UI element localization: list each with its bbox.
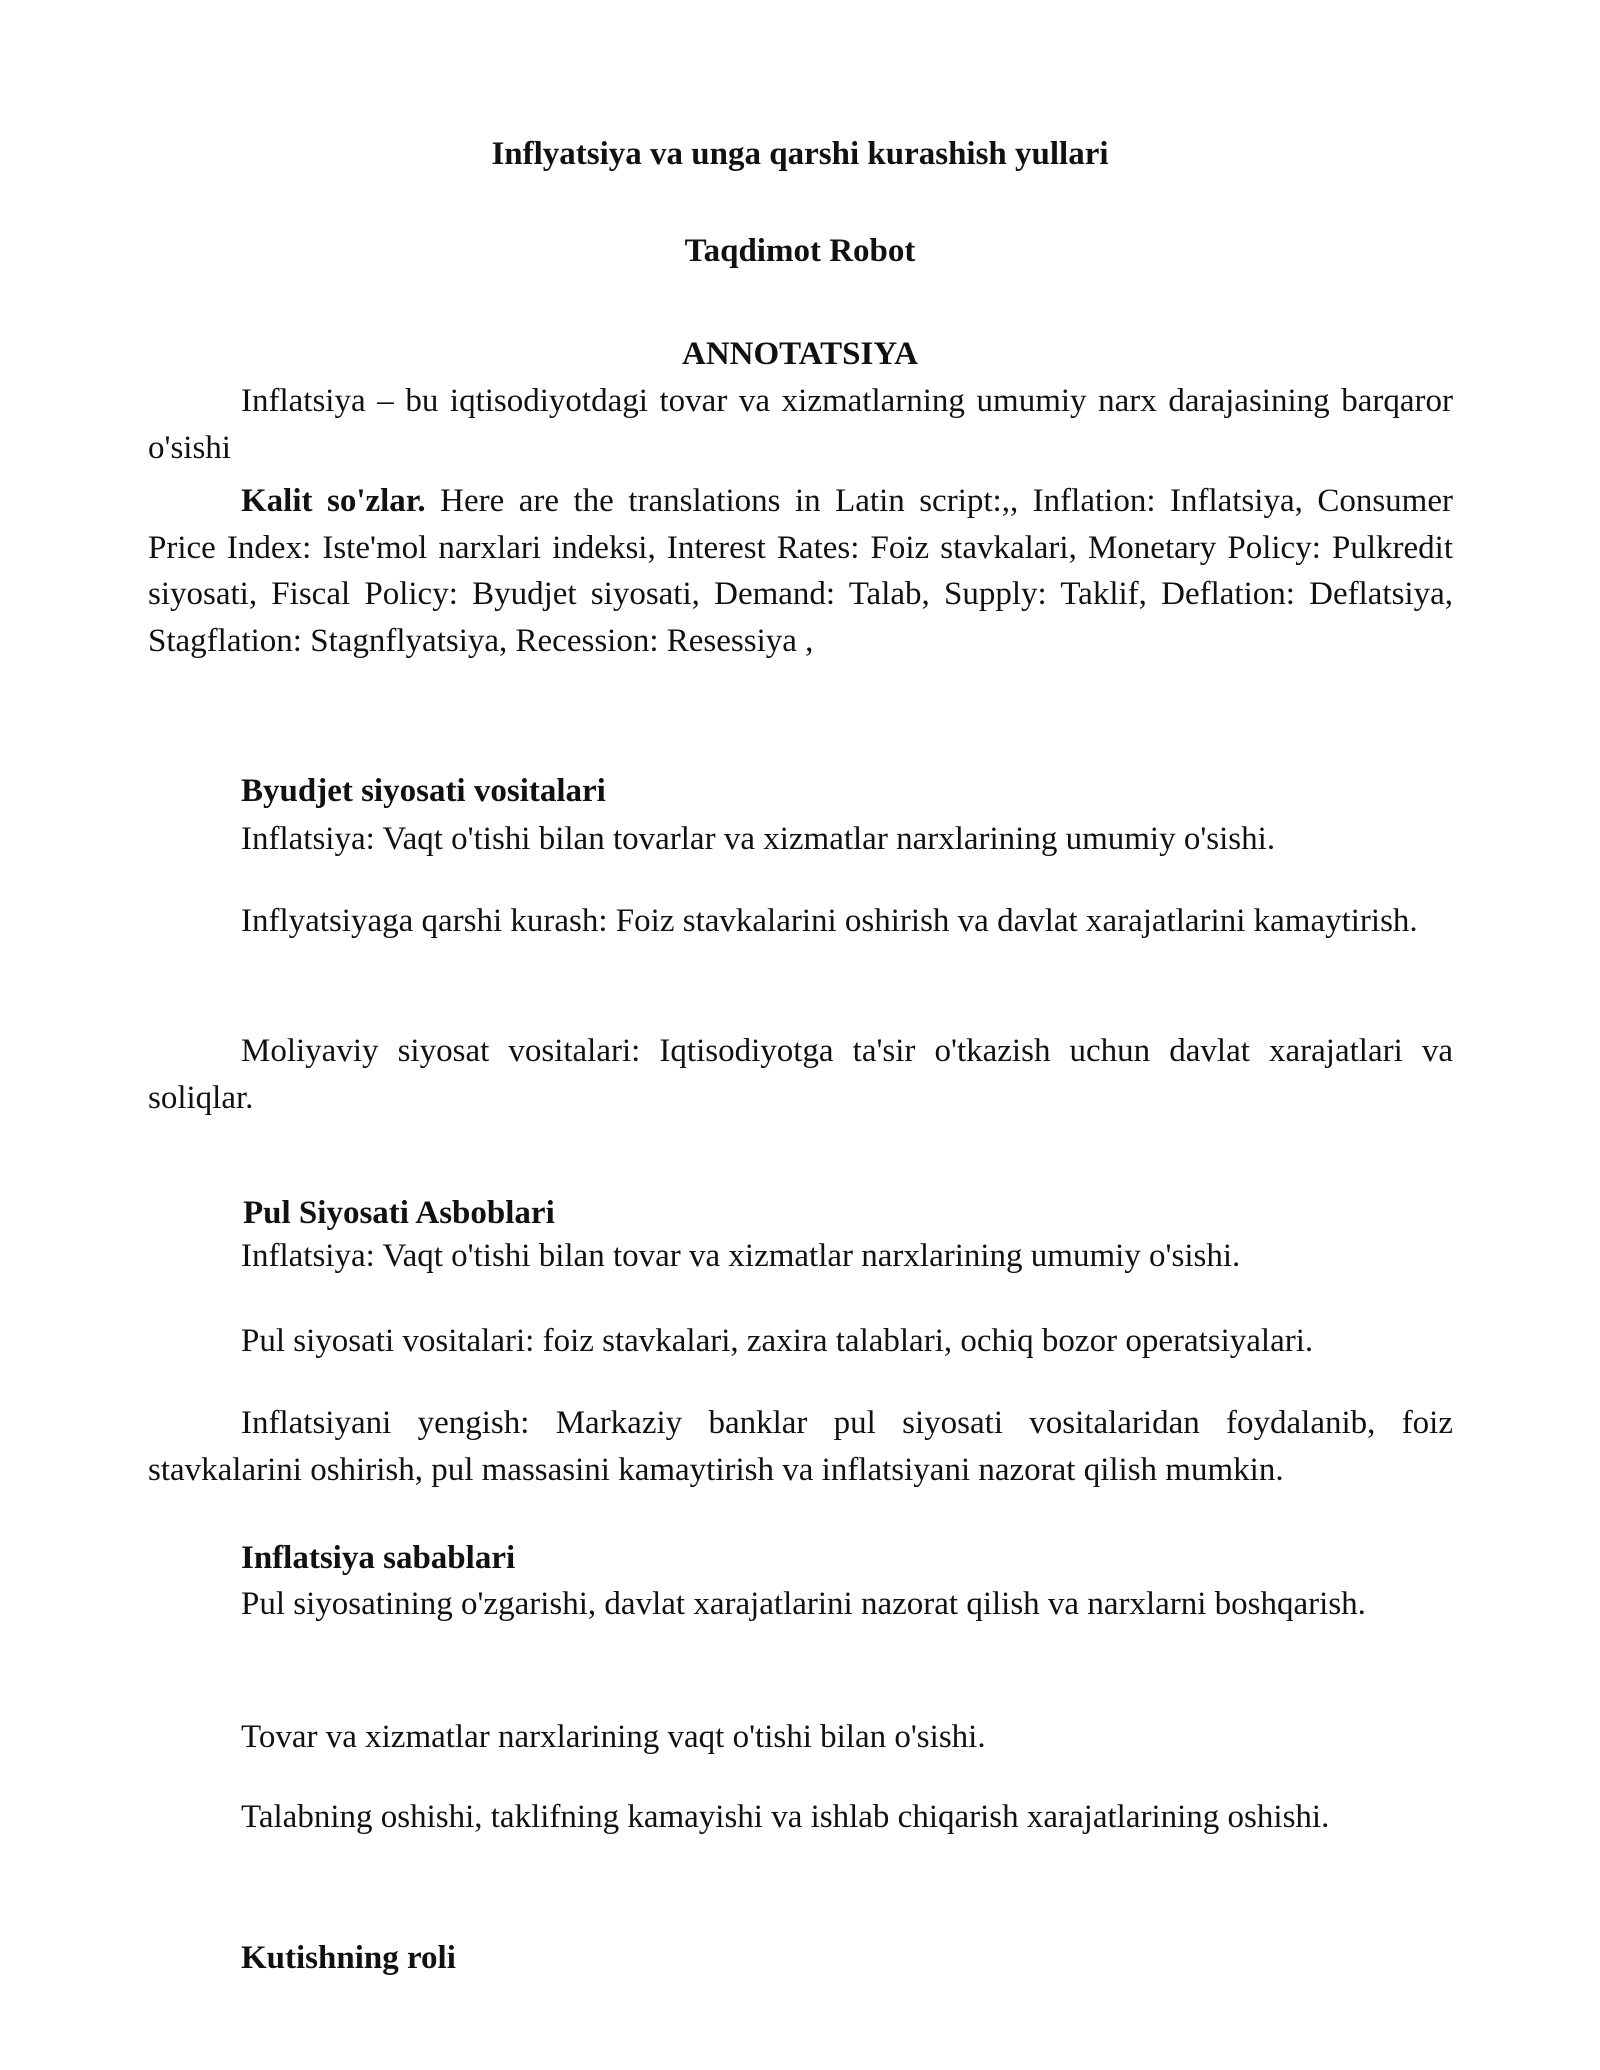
section-heading: Byudjet siyosati vositalari (241, 773, 606, 809)
section-paragraph: Moliyaviy siyosat vositalari: Iqtisodiyotga ta'sir o'tkazish uchun davlat xarajatlari va soliqlar. (148, 1033, 1453, 1116)
keywords-paragraph (148, 478, 1453, 664)
keywords-label: Kalit so'zlar. (241, 483, 426, 519)
section-paragraph: Inflatsiyani yengish: Markaziy banklar pul siyosati vositalaridan foydalanib, foiz stavkalarini oshirish, pul massasini kamaytirish va inflatsiyani nazorat qilish mumkin. (148, 1405, 1453, 1488)
section-paragraph: Talabning oshishi, taklifning kamayishi va ishlab chiqarish xarajatlarining oshishi. (241, 1799, 1330, 1835)
document-author: Taqdimot Robot (684, 233, 916, 269)
annotation-heading: ANNOTATSIYA (682, 336, 918, 372)
section-heading: Kutishning roli (241, 1940, 456, 1976)
section-paragraph: Inflyatsiyaga qarshi kurash: Foiz stavkalarini oshirish va davlat xarajatlarini kamaytirish. (241, 903, 1418, 939)
section-heading: Inflatsiya sabablari (241, 1540, 516, 1576)
section-paragraph: Inflatsiya: Vaqt o'tishi bilan tovar va xizmatlar narxlarining umumiy o'sishi. (241, 1238, 1241, 1274)
section-paragraph: Pul siyosati vositalari: foiz stavkalari, zaxira talablari, ochiq bozor operatsiyalari. (241, 1323, 1314, 1359)
keywords-text: Here are the translations in Latin script:,, Inflation: Inflatsiya, Consumer Price Index: Iste'mol narxlari indeksi, Interest Rates: Foiz stavkalari, Monetary Policy: Pulkredit siyosati, Fiscal Policy: Byudjet siyosati, Demand: Talab, Supply: Taklif, Deflation: Deflatsiya, Stagflation: Stagnflyatsiya, Recession: Resessiya , (148, 483, 1453, 659)
section-paragraph: Pul siyosatining o'zgarishi, davlat xarajatlarini nazorat qilish va narxlarni boshqarish. (241, 1586, 1366, 1622)
section-heading: Pul Siyosati Asboblari (243, 1195, 555, 1231)
section-paragraph: Inflatsiya: Vaqt o'tishi bilan tovarlar va xizmatlar narxlarining umumiy o'sishi. (241, 821, 1276, 857)
section-paragraph: Tovar va xizmatlar narxlarining vaqt o'tishi bilan o'sishi. (241, 1719, 986, 1755)
document-title: Inflyatsiya va unga qarshi kurashish yullari (491, 136, 1109, 172)
annotation-text: Inflatsiya – bu iqtisodiyotdagi tovar va xizmatlarning umumiy narx darajasining barqaror o'sishi (148, 383, 1453, 466)
